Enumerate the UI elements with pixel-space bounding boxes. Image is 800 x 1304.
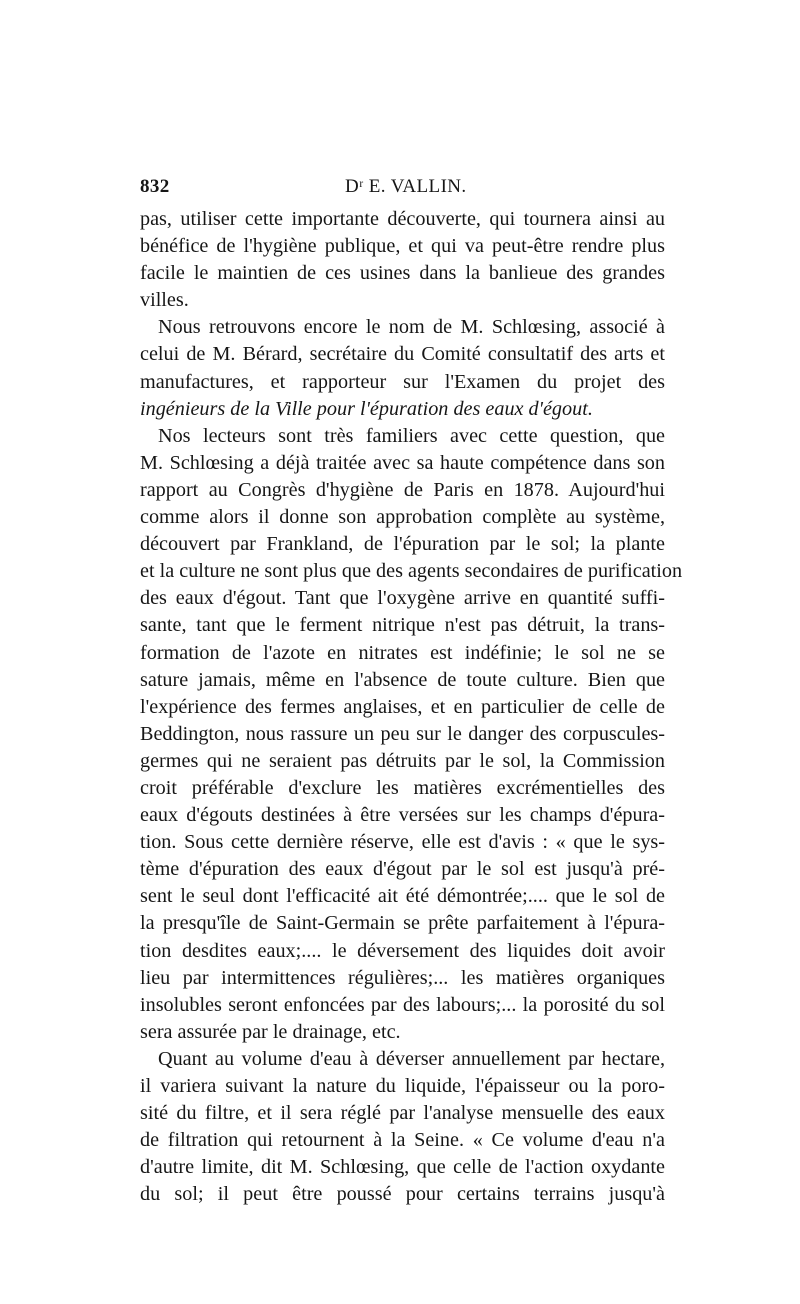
text-line: Quant au volume d'eau à déverser annuellement par hectare, (158, 1047, 665, 1070)
running-head-author: Dʳ E. VALLIN. (345, 176, 467, 197)
text-line: formation de l'azote en nitrates est indéfinie; le sol ne se (140, 641, 665, 664)
text-line: Nos lecteurs sont très familiers avec cette question, que (158, 424, 665, 447)
text-line: tème d'épuration des eaux d'égout par le sol est jusqu'à pré- (140, 858, 665, 881)
text-line: pas, utiliser cette importante découverte, qui tournera ainsi au (140, 208, 665, 230)
text-line: du sol; il peut être poussé pour certains terrains jusqu'à (140, 1183, 665, 1206)
text-line: sent le seul dont l'efficacité ait été démontrée;.... que le sol de (140, 885, 665, 908)
page-number: 832 (140, 176, 170, 197)
text-line: comme alors il donne son approbation complète au système, (140, 506, 665, 529)
text-line: il variera suivant la nature du liquide, l'épaisseur ou la poro- (140, 1075, 665, 1097)
text-line: Nous retrouvons encore le nom de M. Schlœsing, associé à (158, 316, 665, 339)
running-head (140, 176, 665, 202)
text-line: M. Schlœsing a déjà traitée avec sa haute compétence dans son (140, 451, 665, 474)
text-line: celui de M. Bérard, secrétaire du Comité consultatif des arts et (140, 343, 665, 366)
body-text (140, 206, 683, 1208)
text-line: des eaux d'égout. Tant que l'oxygène arrive en quantité suffi- (140, 587, 665, 610)
text-line: villes. (140, 289, 189, 312)
text-line: ingénieurs de la Ville pour l'épuration des eaux d'égout. (140, 397, 593, 420)
text-line: la presqu'île de Saint-Germain se prête parfaitement à l'épura- (140, 912, 665, 935)
text-line: bénéfice de l'hygiène publique, et qui va peut-être rendre plus (140, 235, 665, 258)
text-line: d'autre limite, dit M. Schlœsing, que celle de l'action oxydante (140, 1156, 665, 1179)
text-line: manufactures, et rapporteur sur l'Examen du projet des (140, 370, 665, 393)
text-line: insolubles seront enfoncées par des labours;... la porosité du sol (140, 993, 665, 1016)
text-line: l'expérience des fermes anglaises, et en particulier de celle de (140, 695, 665, 718)
text-line: tion desdites eaux;.... le déversement des liquides doit avoir (140, 939, 665, 962)
text-line: eaux d'égouts destinées à être versées sur les champs d'épura- (140, 804, 665, 827)
text-line: Beddington, nous rassure un peu sur le danger des corpuscules- (140, 722, 665, 745)
text-line: germes qui ne seraient pas détruits par le sol, la Commission (140, 749, 665, 772)
text-line: et la culture ne sont plus que des agents secondaires de purification (140, 560, 683, 583)
text-line: sera assurée par le drainage, etc. (140, 1020, 401, 1043)
text-line: tion. Sous cette dernière réserve, elle est d'avis : « que le sys- (140, 831, 665, 854)
text-line: facile le maintien de ces usines dans la banlieue des grandes (140, 262, 665, 285)
text-line: rapport au Congrès d'hygiène de Paris en 1878. Aujourd'hui (140, 478, 665, 501)
text-line: sature jamais, même en l'absence de toute culture. Bien que (140, 668, 665, 691)
text-line: découvert par Frankland, de l'épuration par le sol; la plante (140, 533, 665, 556)
text-line: croit préférable d'exclure les matières excrémentielles des (140, 776, 665, 799)
text-line: lieu par intermittences régulières;... les matières organiques (140, 966, 665, 989)
text-line: sité du filtre, et il sera réglé par l'analyse mensuelle des eaux (140, 1102, 665, 1125)
text-line: sante, tant que le ferment nitrique n'est pas détruit, la trans- (140, 614, 665, 637)
text-line: de filtration qui retournent à la Seine. « Ce volume d'eau n'a (140, 1129, 665, 1152)
